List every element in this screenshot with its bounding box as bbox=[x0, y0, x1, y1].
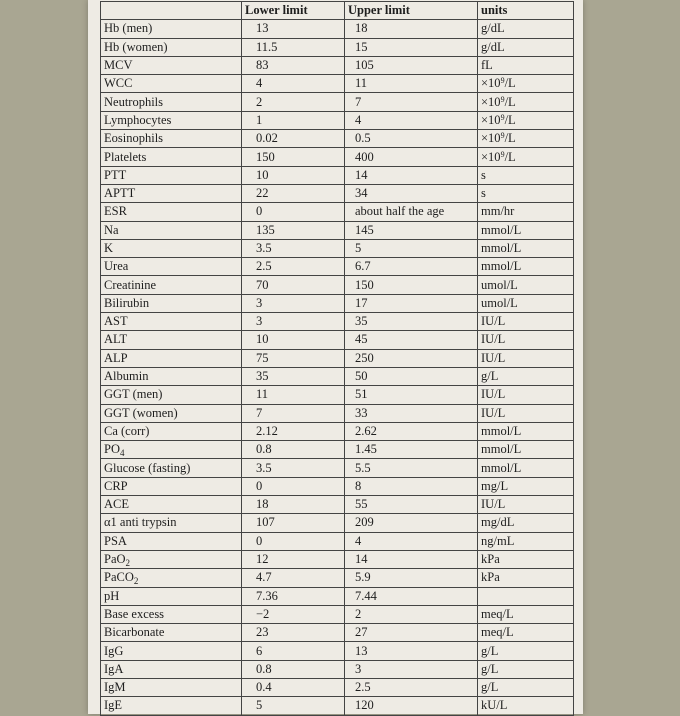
unit-text: mmol/L bbox=[481, 241, 522, 255]
unit-text: ×10 bbox=[481, 131, 501, 146]
upper-limit-cell: 15 bbox=[345, 38, 478, 56]
upper-limit-cell: 14 bbox=[345, 166, 478, 184]
test-name-cell bbox=[101, 624, 242, 642]
table-row bbox=[101, 221, 574, 239]
upper-limit-cell: 2.5 bbox=[345, 678, 478, 696]
upper-limit-cell: 3 bbox=[345, 660, 478, 678]
units-cell bbox=[478, 75, 574, 93]
upper-limit-cell: 34 bbox=[345, 184, 478, 202]
unit-text: g/L bbox=[481, 643, 499, 658]
upper-limit-cell: 120 bbox=[345, 697, 478, 715]
lower-limit-cell: 0 bbox=[242, 532, 345, 550]
test-name: Creatinine bbox=[104, 277, 157, 292]
table-row bbox=[101, 477, 574, 495]
test-name-cell bbox=[101, 166, 242, 184]
test-name-cell bbox=[101, 313, 242, 331]
units-cell bbox=[478, 111, 574, 129]
test-name: PO bbox=[104, 442, 120, 457]
upper-limit-cell: 7.44 bbox=[345, 587, 478, 605]
test-name: Lymphocytes bbox=[104, 112, 172, 127]
lower-limit-cell: 0.02 bbox=[242, 130, 345, 148]
upper-limit-cell: 400 bbox=[345, 148, 478, 166]
units-cell bbox=[478, 130, 574, 148]
units-cell bbox=[478, 697, 574, 715]
unit-text: g/L bbox=[481, 680, 499, 695]
test-name-cell bbox=[101, 130, 242, 148]
unit-suffix: /L bbox=[504, 112, 516, 127]
upper-limit-cell: 0.5 bbox=[345, 130, 478, 148]
lower-limit-cell: 22 bbox=[242, 184, 345, 202]
lower-limit-cell: 2.5 bbox=[242, 258, 345, 276]
test-name-cell bbox=[101, 404, 242, 422]
test-name-cell bbox=[101, 20, 242, 38]
test-name-cell bbox=[101, 678, 242, 696]
table-row bbox=[101, 20, 574, 38]
table-row bbox=[101, 441, 574, 459]
unit-text: kPa bbox=[481, 552, 500, 567]
lower-limit-cell: 70 bbox=[242, 276, 345, 294]
units-cell bbox=[478, 642, 574, 660]
unit-text: ng/mL bbox=[481, 533, 515, 548]
test-name: Bicarbonate bbox=[104, 625, 165, 640]
lower-limit-cell: 1 bbox=[242, 111, 345, 129]
test-name: Platelets bbox=[104, 149, 147, 164]
units-cell bbox=[478, 349, 574, 367]
unit-text: s bbox=[481, 186, 486, 201]
table-row bbox=[101, 697, 574, 715]
test-name-cell bbox=[101, 532, 242, 550]
unit-text: ×10 bbox=[481, 112, 501, 127]
lower-limit-cell: 7 bbox=[242, 404, 345, 422]
table-row bbox=[101, 660, 574, 678]
units-cell bbox=[478, 221, 574, 239]
table-row bbox=[101, 459, 574, 477]
table-row bbox=[101, 56, 574, 74]
lower-limit-cell: 2.12 bbox=[242, 422, 345, 440]
units-cell bbox=[478, 422, 574, 440]
lower-limit-cell: 4 bbox=[242, 75, 345, 93]
unit-exponent: 9 bbox=[500, 131, 505, 141]
unit-text: mm/hr bbox=[481, 204, 515, 219]
units-cell bbox=[478, 166, 574, 184]
table-row bbox=[101, 587, 574, 605]
test-name-cell bbox=[101, 550, 242, 568]
test-name-cell bbox=[101, 75, 242, 93]
unit-text: mmol/L bbox=[481, 259, 522, 274]
upper-limit-cell: 4 bbox=[345, 532, 478, 550]
unit-text: IU/L bbox=[481, 314, 506, 329]
test-name: Urea bbox=[104, 259, 129, 274]
lower-limit-cell: 10 bbox=[242, 331, 345, 349]
lower-limit-cell: 0 bbox=[242, 203, 345, 221]
upper-limit-cell: 13 bbox=[345, 642, 478, 660]
test-name-cell bbox=[101, 422, 242, 440]
unit-suffix: /L bbox=[504, 131, 516, 146]
test-name-cell bbox=[101, 93, 242, 111]
table-row bbox=[101, 496, 574, 514]
test-name: IgA bbox=[104, 661, 124, 676]
test-name: α1 anti trypsin bbox=[104, 515, 177, 530]
table-row bbox=[101, 331, 574, 349]
upper-limit-cell: 5 bbox=[345, 239, 478, 257]
upper-limit-cell: 55 bbox=[345, 496, 478, 514]
units-cell bbox=[478, 386, 574, 404]
test-name: pH bbox=[104, 588, 120, 603]
test-name-cell bbox=[101, 203, 242, 221]
test-name-cell bbox=[101, 605, 242, 623]
unit-exponent: 9 bbox=[500, 112, 505, 122]
upper-limit-cell: 250 bbox=[345, 349, 478, 367]
units-cell bbox=[478, 459, 574, 477]
lower-limit-cell: 4.7 bbox=[242, 569, 345, 587]
table-row bbox=[101, 239, 574, 257]
lower-limit-cell: 12 bbox=[242, 550, 345, 568]
lower-limit-cell: 0.8 bbox=[242, 441, 345, 459]
upper-limit-cell: 7 bbox=[345, 93, 478, 111]
test-name: K bbox=[104, 241, 114, 255]
table-row bbox=[101, 75, 574, 93]
upper-limit-cell: 4 bbox=[345, 111, 478, 129]
upper-limit-cell: 51 bbox=[345, 386, 478, 404]
upper-limit-cell: 209 bbox=[345, 514, 478, 532]
unit-text: ×10 bbox=[481, 76, 501, 91]
lower-limit-cell: 75 bbox=[242, 349, 345, 367]
lower-limit-cell: 3.5 bbox=[242, 239, 345, 257]
test-name-cell bbox=[101, 367, 242, 385]
upper-limit-cell: 2.62 bbox=[345, 422, 478, 440]
units-cell bbox=[478, 569, 574, 587]
unit-suffix: /L bbox=[504, 94, 516, 109]
unit-exponent: 9 bbox=[500, 94, 505, 104]
units-cell bbox=[478, 496, 574, 514]
test-name: IgG bbox=[104, 643, 124, 658]
lower-limit-cell: 0.8 bbox=[242, 660, 345, 678]
upper-limit-cell: 150 bbox=[345, 276, 478, 294]
test-name-cell bbox=[101, 148, 242, 166]
table-row bbox=[101, 203, 574, 221]
table-row bbox=[101, 550, 574, 568]
table-row bbox=[101, 276, 574, 294]
lower-limit-cell: 3 bbox=[242, 294, 345, 312]
test-name-cell bbox=[101, 276, 242, 294]
test-name: Albumin bbox=[104, 369, 149, 384]
lower-limit-cell: 6 bbox=[242, 642, 345, 660]
lower-limit-cell: 0.4 bbox=[242, 678, 345, 696]
units-cell bbox=[478, 404, 574, 422]
test-name-cell bbox=[101, 239, 242, 257]
test-name-cell bbox=[101, 587, 242, 605]
test-name-subscript: 4 bbox=[119, 448, 125, 459]
test-name: PTT bbox=[104, 167, 127, 182]
unit-text: mg/dL bbox=[481, 515, 515, 530]
table-row bbox=[101, 532, 574, 550]
table-row bbox=[101, 605, 574, 623]
unit-text: g/L bbox=[481, 661, 499, 676]
lower-limit-cell: 5 bbox=[242, 697, 345, 715]
units-cell bbox=[478, 20, 574, 38]
table-row bbox=[101, 93, 574, 111]
units-cell bbox=[478, 258, 574, 276]
unit-exponent: 9 bbox=[500, 76, 505, 86]
unit-text: fL bbox=[481, 58, 493, 73]
test-name-cell bbox=[101, 294, 242, 312]
lower-limit-cell: 7.36 bbox=[242, 587, 345, 605]
lower-limit-cell: 11 bbox=[242, 386, 345, 404]
test-name: Ca (corr) bbox=[104, 423, 150, 438]
test-name: Na bbox=[104, 222, 119, 237]
unit-text: kPa bbox=[481, 570, 500, 585]
test-name-cell bbox=[101, 697, 242, 715]
test-name: PaCO bbox=[104, 570, 134, 585]
test-name-subscript: 2 bbox=[133, 576, 139, 587]
units-cell bbox=[478, 441, 574, 459]
test-name: Hb (men) bbox=[104, 21, 153, 36]
test-name-cell bbox=[101, 331, 242, 349]
lower-limit-cell: 10 bbox=[242, 166, 345, 184]
lower-limit-cell: 3 bbox=[242, 313, 345, 331]
reference-ranges-table bbox=[100, 1, 574, 716]
lower-limit-cell: 35 bbox=[242, 367, 345, 385]
table-row bbox=[101, 349, 574, 367]
unit-text: meq/L bbox=[481, 606, 514, 621]
test-name: PaO bbox=[104, 552, 126, 567]
test-name: IgE bbox=[104, 698, 123, 713]
units-cell bbox=[478, 38, 574, 56]
test-name: Eosinophils bbox=[104, 131, 164, 146]
units-cell bbox=[478, 477, 574, 495]
unit-exponent: 9 bbox=[500, 149, 505, 159]
test-name-cell bbox=[101, 111, 242, 129]
units-cell bbox=[478, 605, 574, 623]
test-name: IgM bbox=[104, 680, 126, 695]
units-cell bbox=[478, 184, 574, 202]
upper-limit-cell: 33 bbox=[345, 404, 478, 422]
unit-text: IU/L bbox=[481, 387, 506, 402]
table-row bbox=[101, 422, 574, 440]
test-name-cell bbox=[101, 258, 242, 276]
upper-limit-cell: 1.45 bbox=[345, 441, 478, 459]
unit-suffix: /L bbox=[504, 76, 516, 91]
upper-limit-cell: 11 bbox=[345, 75, 478, 93]
test-name: PSA bbox=[104, 533, 127, 548]
test-name: APTT bbox=[104, 186, 136, 201]
header-row bbox=[101, 2, 574, 20]
lower-limit-cell: 18 bbox=[242, 496, 345, 514]
test-name: ESR bbox=[104, 204, 127, 219]
upper-limit-cell: 145 bbox=[345, 221, 478, 239]
test-name: Bilirubin bbox=[104, 295, 150, 310]
test-name-cell bbox=[101, 349, 242, 367]
test-name: ALT bbox=[104, 332, 128, 347]
table-row bbox=[101, 130, 574, 148]
lower-limit-cell: 0 bbox=[242, 477, 345, 495]
lower-limit-cell: 23 bbox=[242, 624, 345, 642]
table-row bbox=[101, 642, 574, 660]
upper-limit-cell: 6.7 bbox=[345, 258, 478, 276]
test-name: GGT (men) bbox=[104, 387, 163, 402]
test-name: Base excess bbox=[104, 606, 165, 621]
test-name-cell bbox=[101, 642, 242, 660]
lower-limit-cell: 107 bbox=[242, 514, 345, 532]
header-test bbox=[101, 2, 242, 20]
unit-text: kU/L bbox=[481, 698, 508, 713]
units-cell bbox=[478, 56, 574, 74]
unit-text: g/dL bbox=[481, 39, 505, 54]
unit-text: s bbox=[481, 167, 486, 182]
lower-limit-cell: 135 bbox=[242, 221, 345, 239]
upper-limit-cell: 105 bbox=[345, 56, 478, 74]
test-name-cell bbox=[101, 514, 242, 532]
test-name: AST bbox=[104, 314, 128, 329]
lower-limit-cell: 11.5 bbox=[242, 38, 345, 56]
header-lower-limit: Lower limit bbox=[242, 2, 345, 20]
header-units: units bbox=[478, 2, 574, 20]
upper-limit-cell: 2 bbox=[345, 605, 478, 623]
table-row bbox=[101, 514, 574, 532]
test-name-cell bbox=[101, 459, 242, 477]
unit-text: mmol/L bbox=[481, 423, 522, 438]
lower-limit-cell: −2 bbox=[242, 605, 345, 623]
test-name-cell bbox=[101, 184, 242, 202]
upper-limit-cell: about half the age bbox=[345, 203, 478, 221]
test-name-cell bbox=[101, 441, 242, 459]
units-cell bbox=[478, 367, 574, 385]
unit-text: umol/L bbox=[481, 295, 518, 310]
test-name-cell bbox=[101, 496, 242, 514]
table-row bbox=[101, 404, 574, 422]
table-row bbox=[101, 569, 574, 587]
test-name: Glucose (fasting) bbox=[104, 460, 191, 475]
unit-text: IU/L bbox=[481, 497, 506, 512]
header-upper-limit: Upper limit bbox=[345, 2, 478, 20]
unit-text: IU/L bbox=[481, 332, 506, 347]
test-name: ALP bbox=[104, 350, 128, 365]
unit-text: ×10 bbox=[481, 149, 501, 164]
upper-limit-cell: 5.5 bbox=[345, 459, 478, 477]
unit-text: mg/L bbox=[481, 478, 509, 493]
units-cell bbox=[478, 624, 574, 642]
test-name: ACE bbox=[104, 497, 129, 512]
lower-limit-cell: 3.5 bbox=[242, 459, 345, 477]
upper-limit-cell: 27 bbox=[345, 624, 478, 642]
upper-limit-cell: 50 bbox=[345, 367, 478, 385]
table-row bbox=[101, 111, 574, 129]
units-cell bbox=[478, 276, 574, 294]
units-cell bbox=[478, 148, 574, 166]
unit-text: umol/L bbox=[481, 277, 518, 292]
unit-text: mmol/L bbox=[481, 460, 522, 475]
test-name: Neutrophils bbox=[104, 94, 164, 109]
table-row bbox=[101, 38, 574, 56]
upper-limit-cell: 35 bbox=[345, 313, 478, 331]
unit-text: meq/L bbox=[481, 625, 514, 640]
units-cell bbox=[478, 331, 574, 349]
table-row bbox=[101, 184, 574, 202]
test-name-cell bbox=[101, 477, 242, 495]
unit-text: mmol/L bbox=[481, 222, 522, 237]
unit-text: IU/L bbox=[481, 350, 506, 365]
lower-limit-cell: 83 bbox=[242, 56, 345, 74]
units-cell bbox=[478, 514, 574, 532]
test-name-cell bbox=[101, 221, 242, 239]
table-row bbox=[101, 367, 574, 385]
units-cell bbox=[478, 587, 574, 605]
unit-text: g/L bbox=[481, 369, 499, 384]
upper-limit-cell: 45 bbox=[345, 331, 478, 349]
test-name: WCC bbox=[104, 76, 133, 91]
unit-text: g/dL bbox=[481, 21, 505, 36]
unit-suffix: /L bbox=[504, 149, 516, 164]
upper-limit-cell: 14 bbox=[345, 550, 478, 568]
units-cell bbox=[478, 93, 574, 111]
upper-limit-cell: 8 bbox=[345, 477, 478, 495]
test-name-cell bbox=[101, 386, 242, 404]
units-cell bbox=[478, 294, 574, 312]
units-cell bbox=[478, 313, 574, 331]
table-row bbox=[101, 313, 574, 331]
table-row bbox=[101, 386, 574, 404]
unit-text: IU/L bbox=[481, 405, 506, 420]
test-name: GGT (women) bbox=[104, 405, 178, 420]
lower-limit-cell: 150 bbox=[242, 148, 345, 166]
table-row bbox=[101, 258, 574, 276]
table-row bbox=[101, 678, 574, 696]
table-row bbox=[101, 624, 574, 642]
table-row bbox=[101, 148, 574, 166]
unit-text: ×10 bbox=[481, 94, 501, 109]
table-row bbox=[101, 294, 574, 312]
lower-limit-cell: 13 bbox=[242, 20, 345, 38]
test-name: Hb (women) bbox=[104, 39, 168, 54]
units-cell bbox=[478, 203, 574, 221]
units-cell bbox=[478, 678, 574, 696]
test-name-cell bbox=[101, 660, 242, 678]
test-name-cell bbox=[101, 56, 242, 74]
upper-limit-cell: 18 bbox=[345, 20, 478, 38]
lower-limit-cell: 2 bbox=[242, 93, 345, 111]
test-name-subscript: 2 bbox=[125, 558, 131, 569]
upper-limit-cell: 17 bbox=[345, 294, 478, 312]
test-name-cell bbox=[101, 569, 242, 587]
test-name-cell bbox=[101, 38, 242, 56]
units-cell bbox=[478, 532, 574, 550]
table-row bbox=[101, 166, 574, 184]
units-cell bbox=[478, 550, 574, 568]
upper-limit-cell: 5.9 bbox=[345, 569, 478, 587]
units-cell bbox=[478, 660, 574, 678]
test-name: CRP bbox=[104, 478, 128, 493]
units-cell bbox=[478, 239, 574, 257]
unit-text: mmol/L bbox=[481, 442, 522, 457]
test-name: MCV bbox=[104, 58, 133, 73]
